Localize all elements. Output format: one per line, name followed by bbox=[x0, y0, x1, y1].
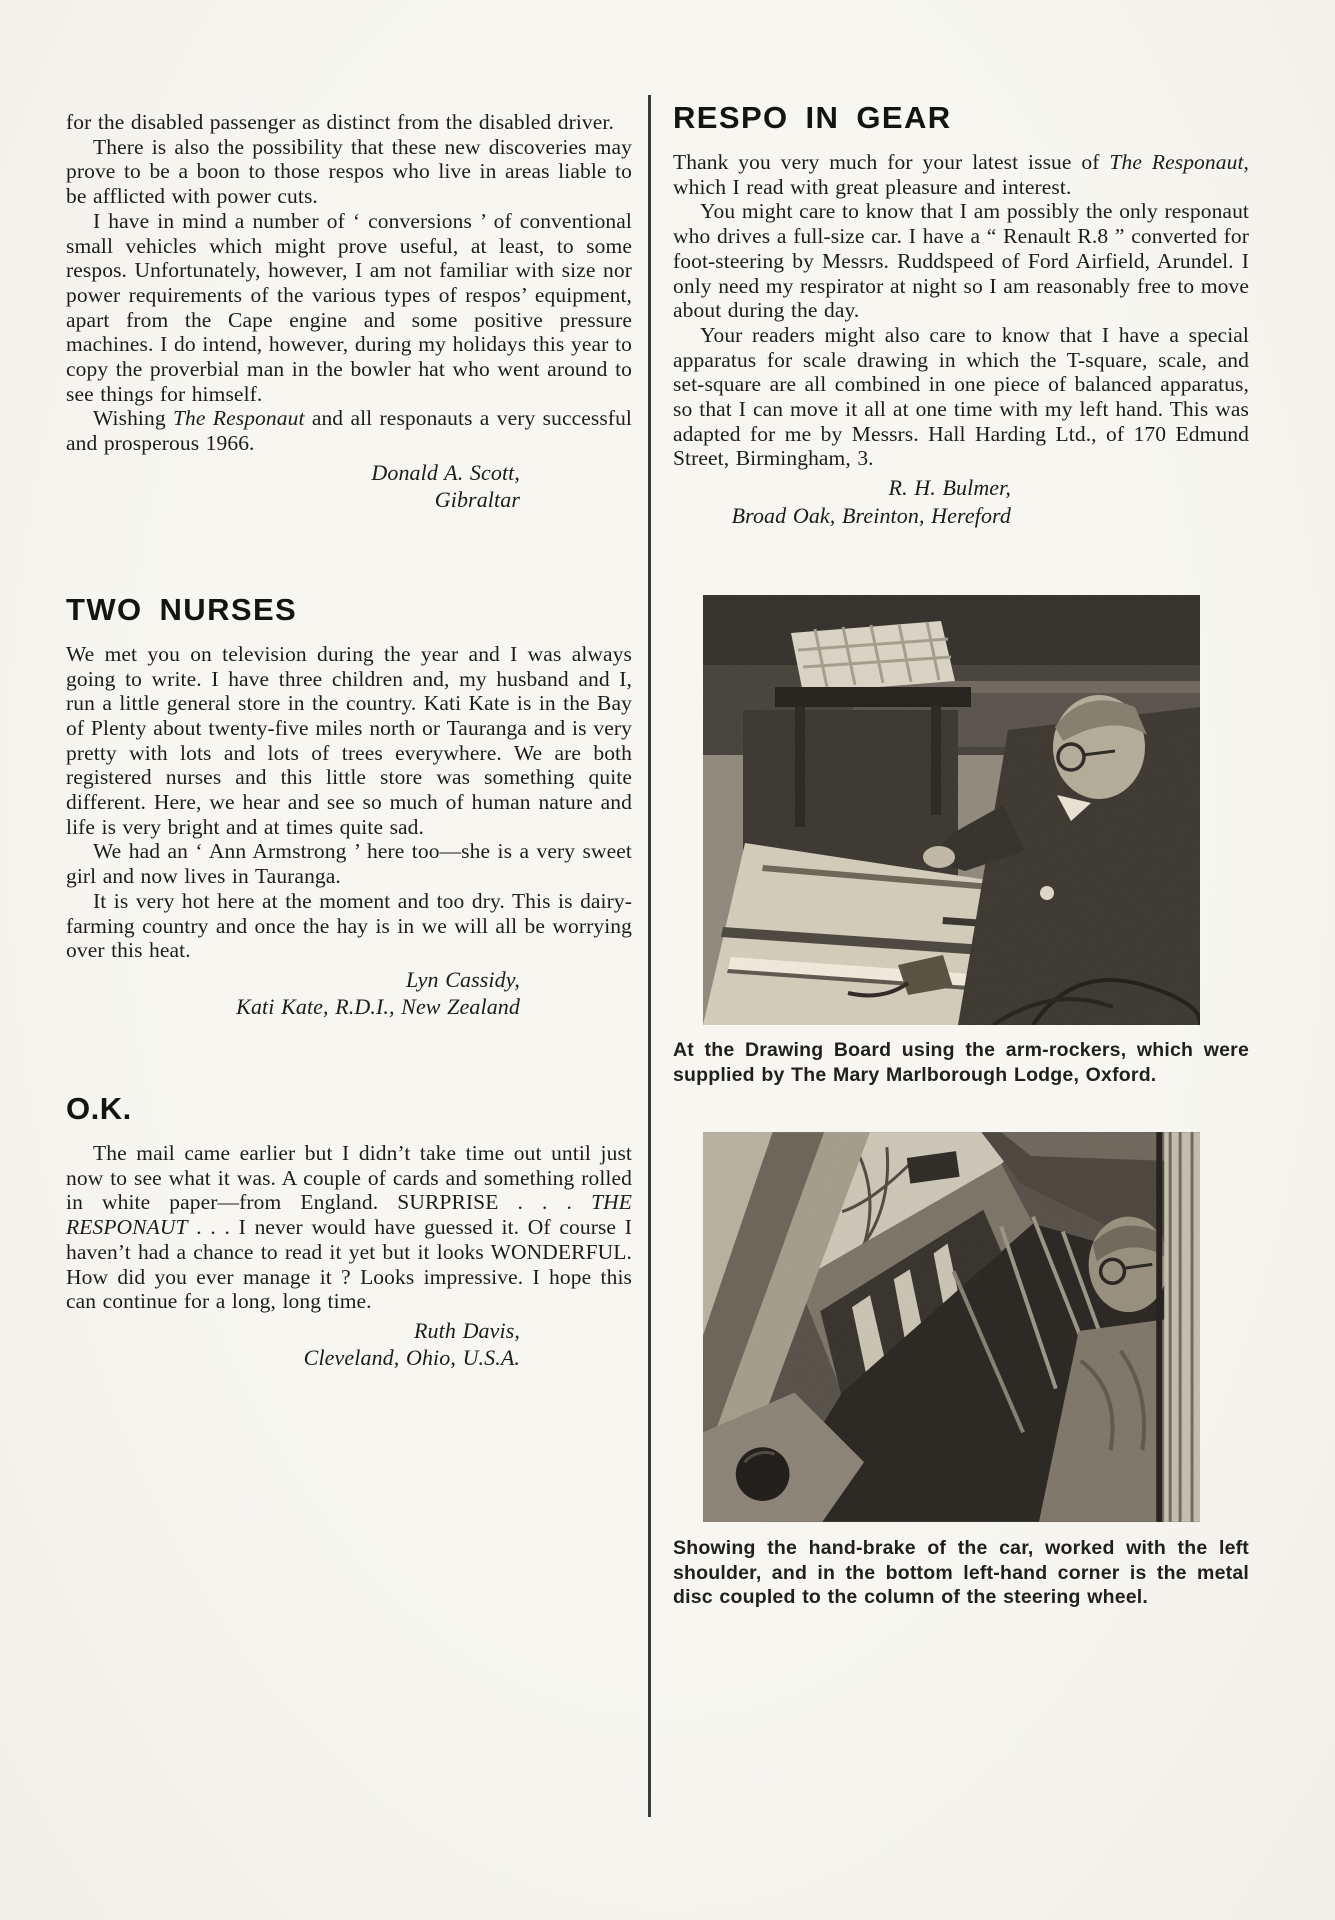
section-heading: TWO NURSES bbox=[66, 591, 298, 627]
signature bbox=[673, 474, 1249, 529]
letter-section-ok bbox=[66, 1091, 632, 1372]
paragraph: Your readers might also care to know that I have a special apparatus for scale drawing in which the T-square, scale, and set-square are all combined in one piece of balanced apparatus, so that I can move it all at one time with my left hand. This was adapted for me by Messrs. Hall Harding Ltd., of 170 Edmund Street, Birmingham, 3. bbox=[673, 322, 1249, 471]
signature bbox=[66, 459, 632, 514]
letter-section-respo-in-gear bbox=[673, 100, 1249, 529]
signature-line: Gibraltar bbox=[434, 487, 520, 513]
paragraph: Thank you very much for your latest issue of The Responaut, which I read with great pleasure and interest. bbox=[673, 150, 1250, 199]
letter-section-two-nurses bbox=[66, 592, 632, 1021]
paragraph: You might care to know that I am possibly the only responaut who drives a full-size car. I have a “ Renault R.8 ” converted for foot-steering by Messrs. Ruddspeed of Ford Airfield, Arundel. I only need my respirator at night so I am reasonably free to move about during the day. bbox=[673, 199, 1249, 323]
section-heading: O.K. bbox=[66, 1090, 132, 1126]
column-divider bbox=[648, 95, 651, 1817]
paragraph: The mail came earlier but I didn’t take time out until just now to see what it was. A couple of cards and something rolled in white paper—from England. SURPRISE . . . THE RESPONAUT . . . I never would have guessed it. Of course I haven’t had a chance to read it yet but it looks WONDERFUL. How did you ever manage it ? Looks impressive. I hope this can continue for a long, long time. bbox=[66, 1140, 632, 1314]
left-column bbox=[66, 110, 632, 1372]
signature bbox=[66, 966, 632, 1021]
photo-caption: At the Drawing Board using the arm-rockers, which were supplied by The Mary Marlborough Lodge, Oxford. bbox=[673, 1039, 1249, 1086]
letter-section-gibraltar-letter bbox=[66, 110, 632, 514]
signature-line: R. H. Bulmer, bbox=[888, 475, 1011, 501]
photo-car-handbrake bbox=[673, 1131, 1249, 1610]
right-column bbox=[673, 100, 1249, 1610]
photo-caption: Showing the hand-brake of the car, worked with the left shoulder, and in the bottom left-hand corner is the metal disc coupled to the column of the steering wheel. bbox=[673, 1537, 1249, 1609]
photo-drawing-board-image bbox=[703, 595, 1200, 1025]
paragraph: We met you on television during the year and I was always going to write. I have three children and, my husband and I, run a little general store in the country. Kati Kate is in the Bay of Plenty about twenty-five miles north or Tauranga and is very pretty with lots and lots of trees everywhere. We are both registered nurses and this little store was something quite different. Here, we hear and see so much of human nature and life is very bright and at times quite sad. bbox=[66, 641, 632, 839]
signature-line: Kati Kate, R.D.I., New Zealand bbox=[236, 994, 520, 1020]
paragraph: We had an ‘ Ann Armstrong ’ here too—she is a very sweet girl and now lives in Tauranga. bbox=[66, 839, 632, 889]
signature-line: Donald A. Scott, bbox=[371, 459, 520, 485]
paragraph: There is also the possibility that these new discoveries may prove to be a boon to those respos who live in areas liable to be afflicted with power cuts. bbox=[66, 134, 632, 209]
right-column-text bbox=[673, 100, 1249, 529]
signature bbox=[66, 1317, 632, 1372]
paragraph: It is very hot here at the moment and too dry. This is dairy-farming country and once the hay is in we will all be worrying over this heat. bbox=[66, 888, 632, 963]
signature-line: Ruth Davis, bbox=[414, 1317, 520, 1343]
section-heading: RESPO IN GEAR bbox=[673, 100, 952, 135]
photo-drawing-board bbox=[673, 595, 1249, 1087]
paragraph: for the disabled passenger as distinct from the disabled driver. bbox=[66, 110, 614, 134]
photo-car-handbrake-image bbox=[703, 1131, 1200, 1523]
paragraph: Wishing The Responaut and all responauts a very successful and prosperous 1966. bbox=[66, 406, 632, 456]
signature-line: Broad Oak, Breinton, Hereford bbox=[731, 502, 1011, 528]
signature-line: Cleveland, Ohio, U.S.A. bbox=[303, 1345, 520, 1371]
paragraph: I have in mind a number of ‘ conversions ’ of conventional small vehicles which might prove useful, at least, to some respos. Unfortunately, however, I am not familiar with size nor power requirements of the various types of respos’ equipment, apart from the Cape engine and some positive pressure machines. I do intend, however, during my holidays this year to copy the proverbial man in the bowler hat who went around to see things for himself. bbox=[66, 208, 632, 406]
signature-line: Lyn Cassidy, bbox=[405, 966, 520, 992]
